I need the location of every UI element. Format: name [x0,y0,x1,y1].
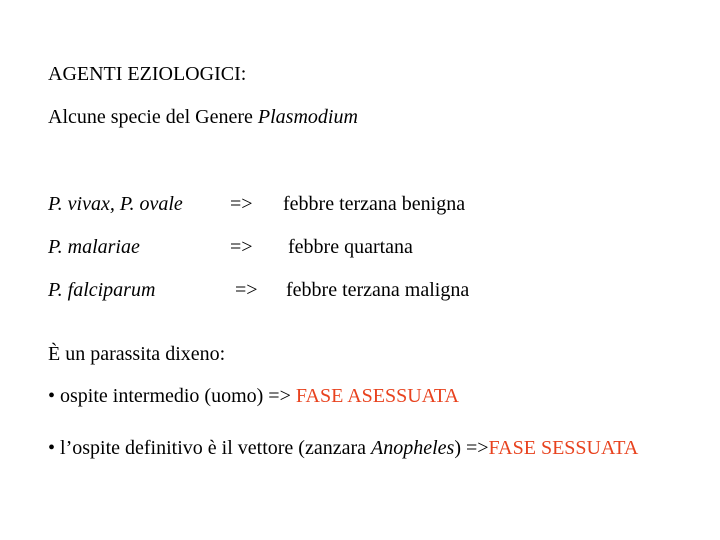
bullet-mark: • [48,437,56,459]
species-vivax-ovale: P. vivax, P. ovale [48,193,183,215]
bullet-text: ospite intermedio (uomo) => [55,385,296,407]
fever-row-1: febbre terzana benigna [283,193,466,215]
bullet-intermediate-host [48,384,459,408]
phase-asexual: FASE ASESSUATA [295,385,459,407]
arrow-row-1: => [230,193,253,215]
bullet-text-after: ) => [454,437,489,459]
dixeno-statement: È un parassita dixeno: [48,343,226,365]
bullet-definitive-host [48,432,688,464]
slide-subtitle [48,105,358,129]
species-falciparum: P. falciparum [48,279,156,301]
arrow-row-2: => [230,236,253,258]
bullet-text-before: l’ospite definitivo è il vettore (zanzara [55,437,371,459]
phase-sexual: FASE SESSUATA [488,437,639,459]
vector-name: Anopheles [371,437,455,459]
fever-row-2: febbre quartana [288,236,413,258]
species-malariae: P. malariae [48,236,140,258]
arrow-row-3: => [235,279,258,301]
fever-row-3: febbre terzana maligna [286,279,470,301]
subtitle-prefix: Alcune specie del Genere [48,106,258,128]
genus-name: Plasmodium [257,106,358,128]
slide-title: AGENTI EZIOLOGICI: [48,63,247,85]
bullet-mark: • [48,385,56,407]
